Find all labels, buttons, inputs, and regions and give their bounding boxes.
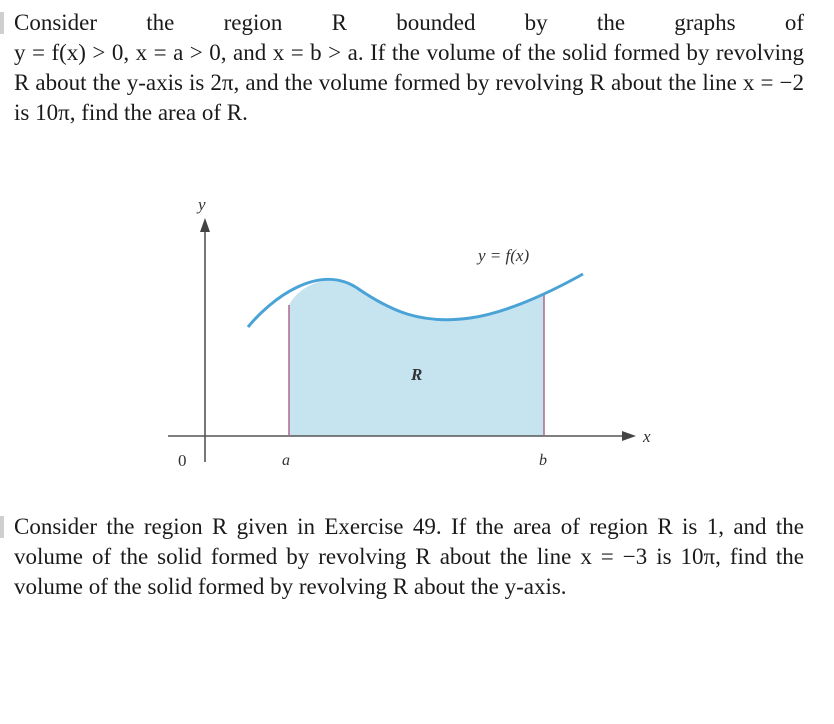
problem-2-text xyxy=(14,512,804,602)
region-r-fill xyxy=(289,281,544,436)
region-label: R xyxy=(411,365,423,384)
problem-1-body: y = f(x) > 0, x = a > 0, and x = b > a. If the volume of the solid formed by revolving R about the y-axis is 2π, and the volume formed by revolving R about the line x = −2 is 10π, find the area of R. xyxy=(14,40,804,125)
origin-label: 0 xyxy=(178,451,187,470)
region-figure xyxy=(0,190,834,490)
problem-2-body: Consider the region R given in Exercise 49. If the area of region R is 1, and the volume of the solid formed by revolving R about the line x = −3 is 10π, find the volume of the solid formed by revolving R about the y-axis. xyxy=(14,514,804,599)
margin-mark-2 xyxy=(0,516,4,538)
x-axis-label: x xyxy=(643,427,651,446)
y-axis-arrow xyxy=(200,218,210,232)
x-axis-arrow xyxy=(622,431,636,441)
curve-label: y = f(x) xyxy=(478,246,530,265)
y-axis-label: y xyxy=(198,195,206,214)
a-label: a xyxy=(282,452,290,469)
problem-1-first-line: Consider the region R bounded by the graphs of xyxy=(14,10,804,35)
margin-mark xyxy=(0,12,4,34)
b-label: b xyxy=(539,452,547,469)
problem-1-text xyxy=(14,8,804,128)
